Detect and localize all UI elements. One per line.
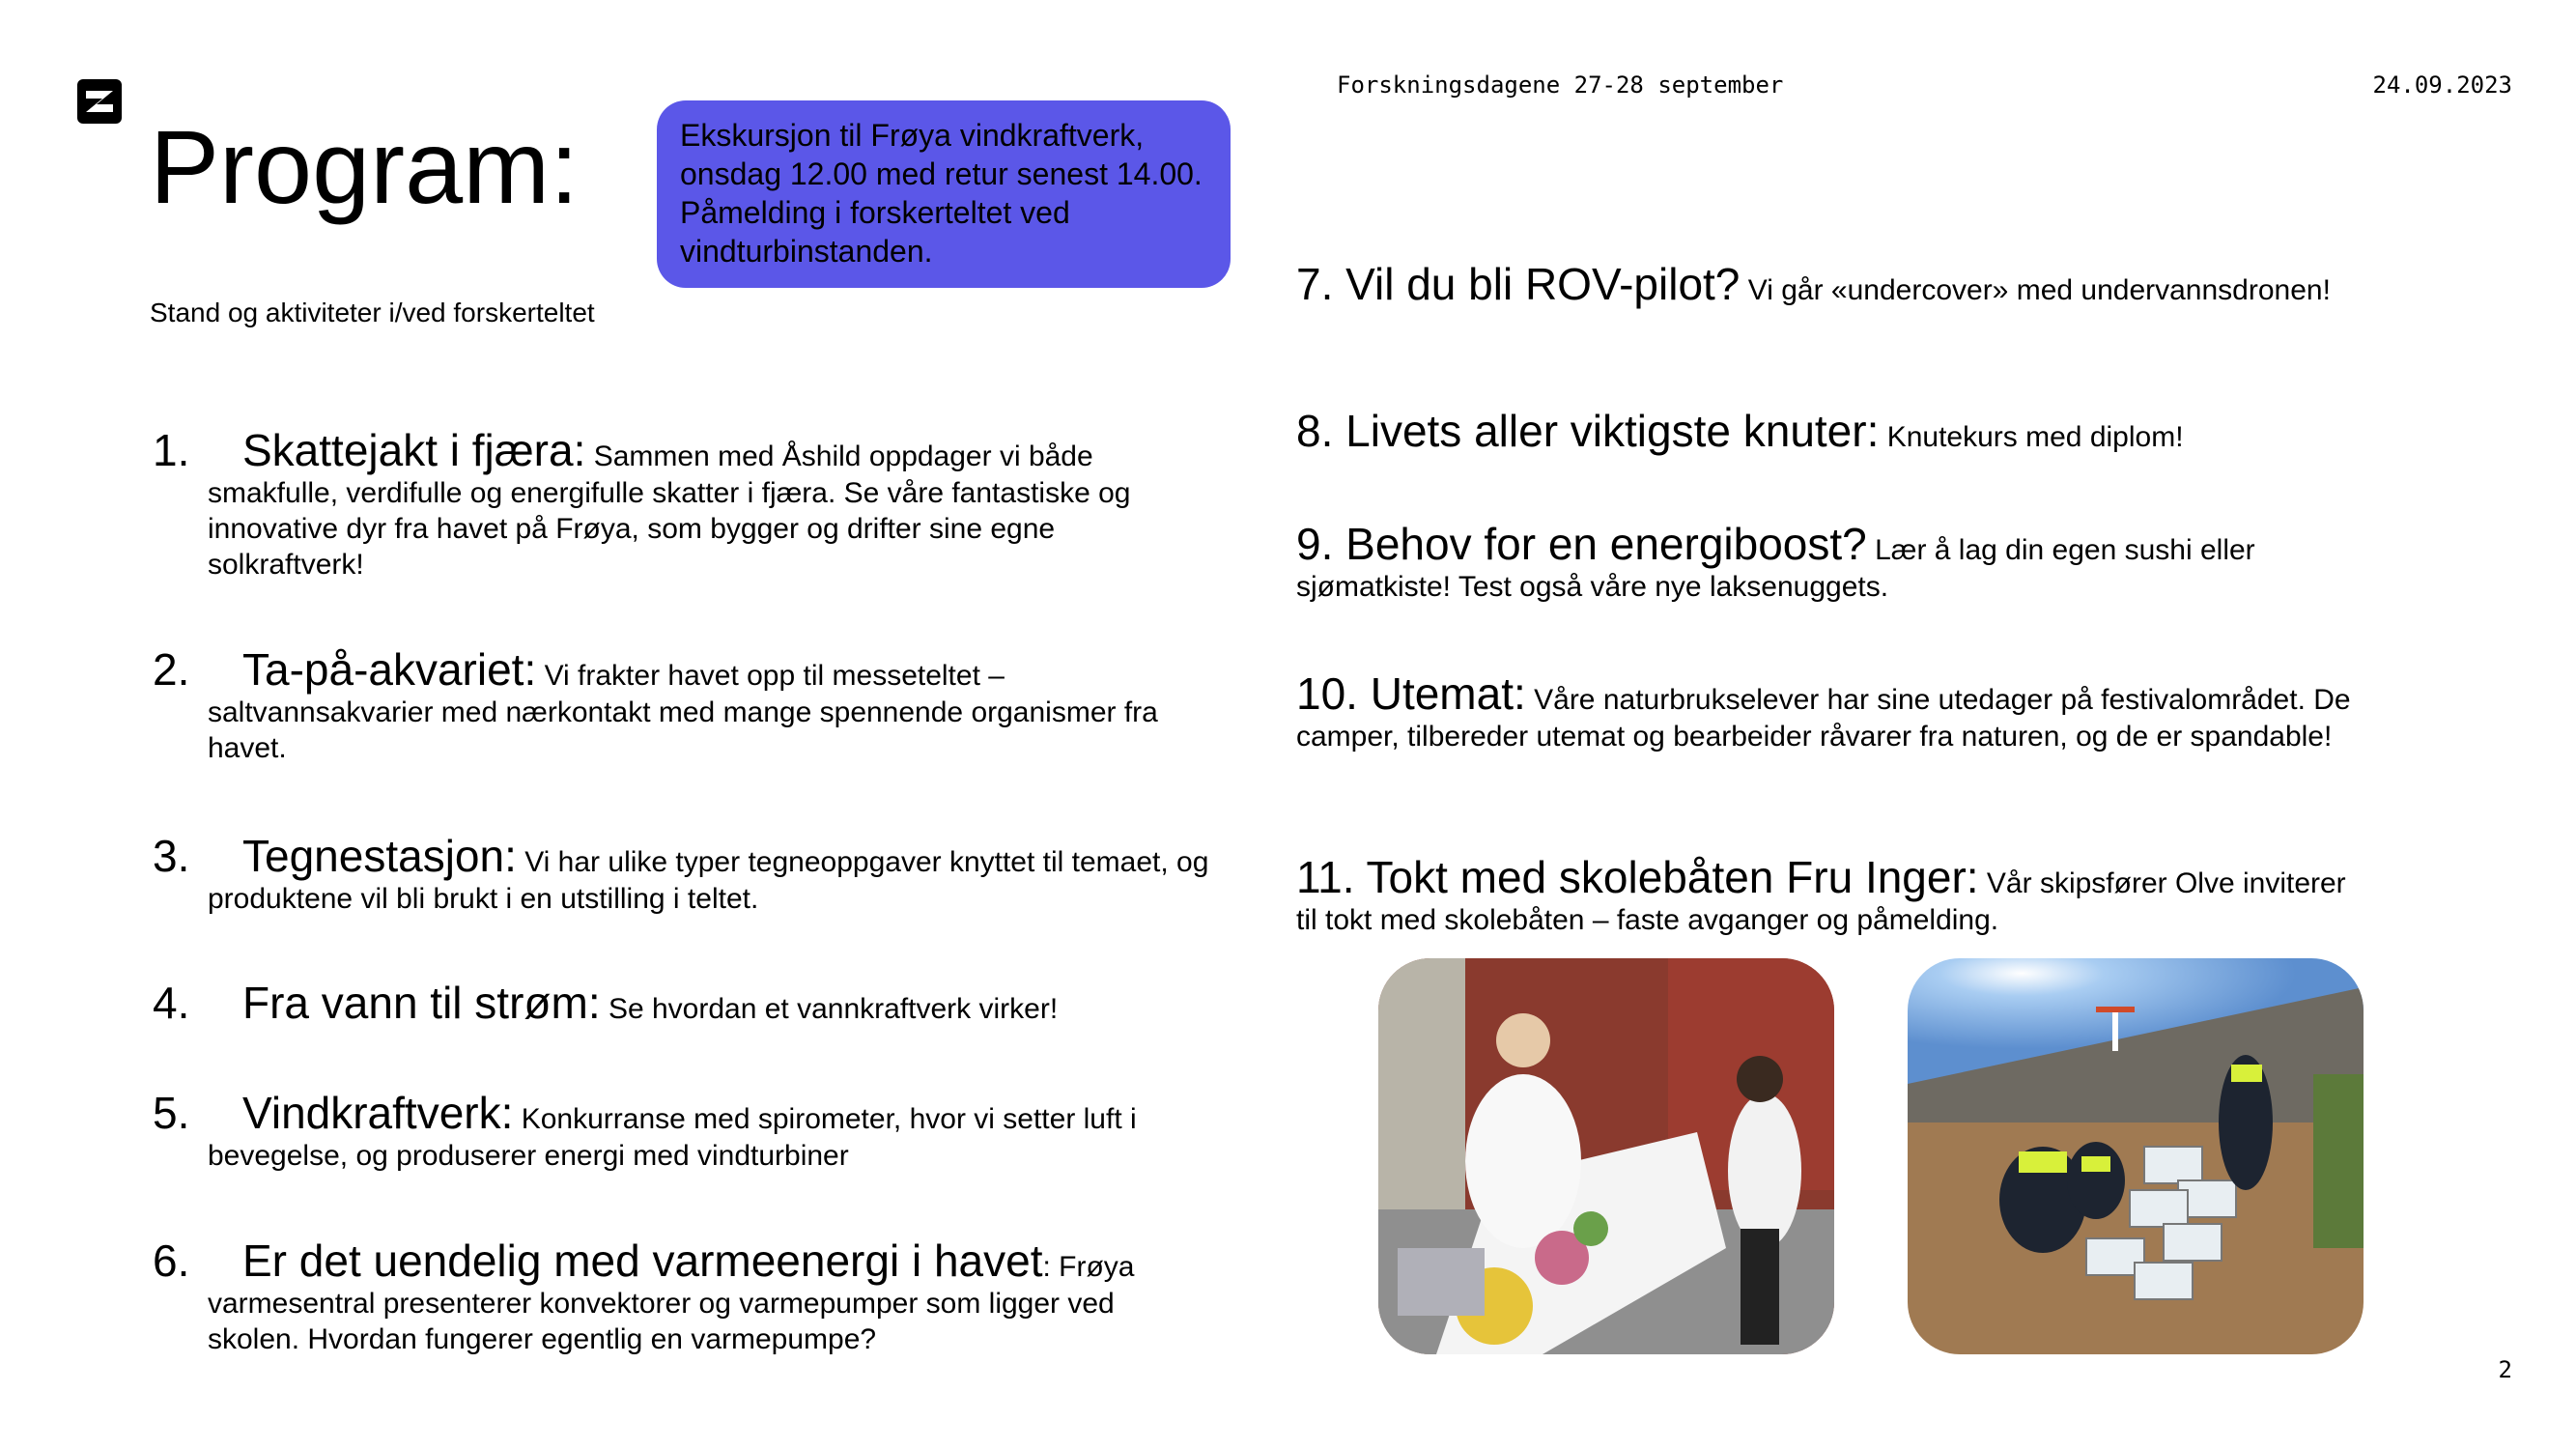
item-heading: Vindkraftverk: <box>242 1088 514 1138</box>
item-heading: 10. Utemat: <box>1296 668 1526 719</box>
item-body: Sammen med Åshild oppdager vi både smakfulle, verdifulle og energifulle skatter i fjæra. Se våre fantastiske og innovative dyr fra havet på Frøya, som bygger og drifter sine egne solkraftverk! <box>208 440 1131 581</box>
photo-food-stand <box>1378 958 1834 1354</box>
item-body: Våre naturbrukselever har sine utedager på festivalområdet. De camper, tilbereder utemat og bearbeider råvarer fra naturen, og de er spandable! <box>1296 684 2351 753</box>
page-subtitle: Stand og aktiviteter i/ved forskerteltet <box>150 298 595 327</box>
item-number: 1. <box>153 425 190 475</box>
item-number: 2. <box>153 644 190 695</box>
item-body: Lær å lag din egen sushi eller sjømatkiste! Test også våre nye laksenuggets. <box>1296 534 2255 603</box>
item-body: Vår skipsfører Olve inviterer til tokt med skolebåten – faste avganger og påmelding. <box>1296 867 2346 936</box>
item-heading: 11. Tokt med skolebåten Fru Inger: <box>1296 852 1979 902</box>
item-body: Vi frakter havet opp til messeteltet – saltvannsakvarier med nærkontakt med mange spennende organismer fra havet. <box>208 660 1158 764</box>
item-heading: Tegnestasjon: <box>242 831 517 881</box>
program-item-8 <box>1296 406 2368 456</box>
item-number: 5. <box>153 1088 190 1138</box>
program-item-9 <box>1296 519 2368 605</box>
page-number: 2 <box>2498 1356 2512 1383</box>
item-number: 4. <box>153 978 190 1028</box>
item-number: 3. <box>153 831 190 881</box>
item-body: Vi går «undercover» med undervannsdronen! <box>1747 274 2331 306</box>
brand-logo-icon <box>77 79 122 124</box>
program-item-6 <box>153 1236 1212 1357</box>
item-body: Vi har ulike typer tegneoppgaver knyttet til temaet, og produktene vil bli brukt i en utstilling i teltet. <box>208 846 1209 915</box>
excursion-callout: Ekskursjon til Frøya vindkraftverk, onsdag 12.00 med retur senest 14.00. Påmelding i forskerteltet ved vindturbinstanden. <box>657 100 1231 288</box>
item-heading: Skattejakt i fjæra: <box>242 425 586 475</box>
item-heading: Ta-på-akvariet: <box>242 644 537 695</box>
program-item-10 <box>1296 668 2368 754</box>
page-title: Program: <box>150 108 580 225</box>
item-heading: 9. Behov for en energiboost? <box>1296 519 1867 569</box>
program-item-11 <box>1296 852 2368 938</box>
item-body: : Frøya varmesentral presenterer konvektorer og varmepumper som ligger ved skolen. Hvordan fungerer egentlig en varmepumpe? <box>208 1251 1135 1355</box>
item-heading: 7. Vil du bli ROV-pilot? <box>1296 259 1741 309</box>
program-item-3 <box>153 831 1212 917</box>
program-item-7 <box>1296 259 2368 309</box>
item-number: 6. <box>153 1236 190 1286</box>
item-heading: Fra vann til strøm: <box>242 978 601 1028</box>
program-item-2 <box>153 644 1212 766</box>
program-item-4 <box>153 978 1212 1028</box>
item-body: Konkurranse med spirometer, hvor vi setter luft i bevegelse, og produserer energi med vindturbiner <box>208 1103 1137 1172</box>
event-header: Forskningsdagene 27-28 september <box>1337 71 1784 99</box>
program-item-5 <box>153 1088 1212 1174</box>
date-header: 24.09.2023 <box>2372 71 2512 99</box>
item-body: Knutekurs med diplom! <box>1886 421 2184 453</box>
photo-shore-activity <box>1908 958 2364 1354</box>
item-heading: Er det uendelig med varmeenergi i havet <box>242 1236 1043 1286</box>
item-heading: 8. Livets aller viktigste knuter: <box>1296 406 1880 456</box>
item-body: Se hvordan et vannkraftverk virker! <box>608 993 1059 1025</box>
program-item-1 <box>153 425 1212 582</box>
